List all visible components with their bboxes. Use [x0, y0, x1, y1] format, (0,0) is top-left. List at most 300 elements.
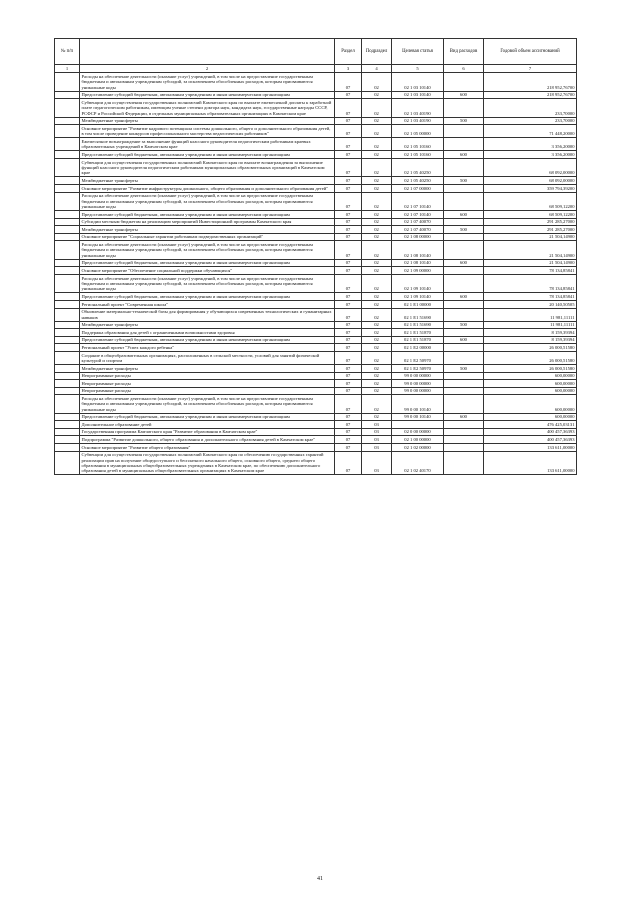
row-name-cell: Расходы на обеспечение деятельности (оказание услуг) учреждений, в том числе на предоставление государственным бюджетным и автономным учреждениям субсидий, за исключением обособленных расходов, которым присваиваются уникальные коды — [80, 274, 335, 292]
row-razdel-cell: 07 — [335, 192, 362, 210]
row-target-cell: 02 1 E1 51690 — [392, 321, 444, 329]
row-number-cell — [55, 241, 80, 259]
table-row — [55, 372, 577, 380]
row-podrazdel-cell: 02 — [362, 73, 392, 91]
table-row — [55, 444, 577, 452]
table-row — [55, 364, 577, 372]
row-podrazdel-cell: 02 — [362, 344, 392, 352]
row-volume-cell: 68 509,12200 — [484, 192, 577, 210]
row-expense-cell — [444, 428, 484, 436]
header-volume: Годовой объем ассигнований — [484, 39, 577, 65]
row-name-cell: Расходы на обеспечение деятельности (оказание услуг) учреждений, в том числе на предоставление государственным бюджетным и автономным учреждениям субсидий, за исключением обособленных расходов, которым присваиваются уникальные коды — [80, 192, 335, 210]
table-row — [55, 267, 577, 275]
row-volume-cell: 476 425,03131 — [484, 421, 577, 429]
row-name-cell: Предоставление субсидий бюджетным, автономным учреждениям и иным некоммерческим организациям — [80, 293, 335, 301]
row-razdel-cell: 07 — [335, 177, 362, 185]
row-razdel-cell: 07 — [335, 151, 362, 159]
row-number-cell — [55, 151, 80, 159]
row-volume-cell: 133 611,00000 — [484, 451, 577, 475]
row-expense-cell: 600 — [444, 293, 484, 301]
table-row — [55, 428, 577, 436]
row-number-cell — [55, 344, 80, 352]
row-name-cell: Дополнительное образование детей — [80, 421, 335, 429]
header-number: № п/п — [55, 39, 80, 65]
row-volume-cell: 68 092,00000 — [484, 158, 577, 176]
row-podrazdel-cell: 02 — [362, 226, 392, 234]
row-podrazdel-cell: 02 — [362, 351, 392, 364]
row-number-cell — [55, 387, 80, 395]
row-name-cell: Создание в общеобразовательных организациях, расположенных в сельской местности, условий для занятий физической культурой и спортом — [80, 351, 335, 364]
row-expense-cell — [444, 421, 484, 429]
row-target-cell: 02 1 02 40170 — [392, 451, 444, 475]
row-target-cell: 02 1 09 10140 — [392, 274, 444, 292]
table-row — [55, 451, 577, 475]
row-razdel-cell: 07 — [335, 300, 362, 308]
row-number-cell — [55, 218, 80, 226]
row-razdel-cell: 07 — [335, 308, 362, 321]
row-name-cell: Основное мероприятие "Развитие инфраструктуры дошкольного, общего образования и дополнительного образования детей" — [80, 184, 335, 192]
row-name-cell: Межбюджетные трансферты — [80, 226, 335, 234]
row-razdel-cell: 07 — [335, 444, 362, 452]
row-podrazdel-cell: 02 — [362, 372, 392, 380]
row-expense-cell: 600 — [444, 210, 484, 218]
row-volume-cell: 600,00000 — [484, 413, 577, 421]
table-row — [55, 184, 577, 192]
row-expense-cell — [444, 308, 484, 321]
row-target-cell: 02 1 03 40190 — [392, 117, 444, 125]
row-number-cell — [55, 267, 80, 275]
col-num-2: 2 — [80, 65, 335, 73]
row-podrazdel-cell: 03 — [362, 451, 392, 475]
row-number-cell — [55, 413, 80, 421]
row-volume-cell: 71 448,20000 — [484, 125, 577, 138]
row-volume-cell: 291 285,27000 — [484, 226, 577, 234]
row-expense-cell — [444, 451, 484, 475]
row-name-cell: Субвенции для осуществления государственных полномочий Камчатского края по обеспечению государственных гарантий реализации прав на получение общедоступного и бесплатного начального общего, основного общего, среднего общего образования в муниципальных общеобразовательных учреждениях в Камчатском крае, по обеспечению дополнительного образования детей в муниципальных общеобразовательных организациях в Камчатском крае — [80, 451, 335, 475]
row-volume-cell: 78 134,85841 — [484, 274, 577, 292]
row-razdel-cell: 07 — [335, 274, 362, 292]
row-volume-cell: 68 509,12200 — [484, 210, 577, 218]
table-row — [55, 413, 577, 421]
row-name-cell: Региональный проект "Успех каждого ребенка" — [80, 344, 335, 352]
row-volume-cell: 600,00000 — [484, 380, 577, 388]
row-name-cell: Предоставление субсидий бюджетным, автономным учреждениям и иным некоммерческим организациям — [80, 210, 335, 218]
table-row — [55, 336, 577, 344]
row-target-cell: 02 1 09 00000 — [392, 267, 444, 275]
row-number-cell — [55, 336, 80, 344]
row-number-cell — [55, 395, 80, 413]
row-volume-cell: 133 611,00000 — [484, 444, 577, 452]
row-volume-cell: 3 356,20000 — [484, 151, 577, 159]
row-podrazdel-cell: 02 — [362, 329, 392, 337]
row-podrazdel-cell: 02 — [362, 99, 392, 117]
row-podrazdel-cell: 02 — [362, 151, 392, 159]
row-podrazdel-cell: 02 — [362, 308, 392, 321]
row-target-cell: 02 1 07 00000 — [392, 184, 444, 192]
table-row — [55, 436, 577, 444]
row-expense-cell: 500 — [444, 117, 484, 125]
row-podrazdel-cell: 02 — [362, 364, 392, 372]
page-number: 41 — [317, 876, 323, 882]
row-number-cell — [55, 372, 80, 380]
row-name-cell: Предоставление субсидий бюджетным, автономным учреждениям и иным некоммерческим организациям — [80, 259, 335, 267]
row-name-cell: Межбюджетные трансферты — [80, 321, 335, 329]
table-row — [55, 192, 577, 210]
row-podrazdel-cell: 03 — [362, 421, 392, 429]
row-target-cell: 02 1 E2 00000 — [392, 344, 444, 352]
row-name-cell: Государственная программа Камчатского края "Развитие образования в Камчатском крае" — [80, 428, 335, 436]
row-number-cell — [55, 73, 80, 91]
row-volume-cell: 8 159,39394 — [484, 329, 577, 337]
row-volume-cell: 400 457,36393 — [484, 428, 577, 436]
row-volume-cell: 600,00000 — [484, 372, 577, 380]
row-volume-cell: 78 134,85841 — [484, 293, 577, 301]
row-number-cell — [55, 274, 80, 292]
row-volume-cell: 400 457,36393 — [484, 436, 577, 444]
row-volume-cell: 21 504,14900 — [484, 241, 577, 259]
row-target-cell: 02 1 07 10140 — [392, 192, 444, 210]
row-number-cell — [55, 99, 80, 117]
row-expense-cell — [444, 233, 484, 241]
row-name-cell: Субвенции для осуществления государственных полномочий Камчатского края по выплате вознаграждения за выполнение функций классного руководителя педагогическим работникам муниципальных образовательных организаций в Камчатском крае — [80, 158, 335, 176]
row-number-cell — [55, 117, 80, 125]
table-row — [55, 210, 577, 218]
row-number-cell — [55, 421, 80, 429]
row-number-cell — [55, 125, 80, 138]
row-expense-cell — [444, 300, 484, 308]
row-razdel-cell: 07 — [335, 380, 362, 388]
header-row — [55, 39, 577, 65]
row-razdel-cell: 07 — [335, 387, 362, 395]
table-row — [55, 274, 577, 292]
row-number-cell — [55, 300, 80, 308]
table-row — [55, 177, 577, 185]
table-row — [55, 300, 577, 308]
row-volume-cell: 11 981,11111 — [484, 308, 577, 321]
row-razdel-cell: 07 — [335, 73, 362, 91]
row-name-cell: Субсидии местным бюджетам на реализацию мероприятий Инвестиционной программы Камчатского края — [80, 218, 335, 226]
row-target-cell: 02 1 08 00000 — [392, 233, 444, 241]
row-expense-cell — [444, 436, 484, 444]
row-podrazdel-cell: 02 — [362, 259, 392, 267]
row-name-cell: Поддержка образования для детей с ограниченными возможностями здоровья — [80, 329, 335, 337]
row-podrazdel-cell: 02 — [362, 158, 392, 176]
row-expense-cell — [444, 372, 484, 380]
row-podrazdel-cell: 02 — [362, 241, 392, 259]
table-row — [55, 158, 577, 176]
row-podrazdel-cell: 02 — [362, 138, 392, 151]
row-name-cell: Ежемесячное вознаграждение за выполнение функций классного руководителя педагогическим работникам краевых образовательных учреждений в Камчатском крае — [80, 138, 335, 151]
row-expense-cell — [444, 138, 484, 151]
row-volume-cell: 11 981,11111 — [484, 321, 577, 329]
table-row — [55, 421, 577, 429]
col-num-5: 5 — [392, 65, 444, 73]
col-num-7: 7 — [484, 65, 577, 73]
row-expense-cell: 600 — [444, 259, 484, 267]
row-podrazdel-cell: 02 — [362, 117, 392, 125]
row-expense-cell — [444, 125, 484, 138]
header-razdel: Раздел — [335, 39, 362, 65]
row-number-cell — [55, 192, 80, 210]
table-row — [55, 151, 577, 159]
row-name-cell: Региональный проект "Современная школа" — [80, 300, 335, 308]
row-name-cell: Субвенции для осуществления государственных полномочий Камчатского края по выплате ежемесячной доплаты к заработной плате педагогическим работникам, имеющим ученые степени доктора наук, кандидата наук, государственные награды СССР, РСФСР и Российской Федерации, в отдельных муниципальных образовательных организациях в Камчатском крае — [80, 99, 335, 117]
row-number-cell — [55, 436, 80, 444]
row-number-cell — [55, 451, 80, 475]
row-expense-cell: 500 — [444, 177, 484, 185]
row-podrazdel-cell: 02 — [362, 293, 392, 301]
table-row — [55, 344, 577, 352]
table-row — [55, 329, 577, 337]
row-target-cell: 02 1 E1 51870 — [392, 336, 444, 344]
row-expense-cell — [444, 158, 484, 176]
row-target-cell: 02 1 03 10140 — [392, 91, 444, 99]
col-num-6: 6 — [444, 65, 484, 73]
row-target-cell: 02 1 E2 50970 — [392, 364, 444, 372]
table-row — [55, 293, 577, 301]
row-expense-cell — [444, 267, 484, 275]
row-razdel-cell: 07 — [335, 184, 362, 192]
table-row — [55, 218, 577, 226]
row-target-cell: 99 0 00 00000 — [392, 372, 444, 380]
row-razdel-cell: 07 — [335, 364, 362, 372]
row-name-cell: Непрограммные расходы — [80, 380, 335, 388]
row-podrazdel-cell: 02 — [362, 218, 392, 226]
row-target-cell: 02 1 07 40070 — [392, 226, 444, 234]
row-target-cell: 02 1 E2 50970 — [392, 351, 444, 364]
row-podrazdel-cell: 02 — [362, 395, 392, 413]
row-target-cell: 02 1 00 00000 — [392, 436, 444, 444]
row-podrazdel-cell: 02 — [362, 210, 392, 218]
col-num-4: 4 — [362, 65, 392, 73]
row-number-cell — [55, 210, 80, 218]
row-target-cell: 02 1 07 40070 — [392, 218, 444, 226]
row-podrazdel-cell: 02 — [362, 125, 392, 138]
row-number-cell — [55, 428, 80, 436]
row-razdel-cell: 07 — [335, 395, 362, 413]
row-podrazdel-cell: 03 — [362, 428, 392, 436]
table-row — [55, 73, 577, 91]
table-row — [55, 321, 577, 329]
row-target-cell — [392, 421, 444, 429]
row-podrazdel-cell: 02 — [362, 300, 392, 308]
row-name-cell: Непрограммные расходы — [80, 387, 335, 395]
row-razdel-cell: 07 — [335, 428, 362, 436]
row-target-cell: 02 0 00 00000 — [392, 428, 444, 436]
row-expense-cell: 600 — [444, 336, 484, 344]
row-number-cell — [55, 259, 80, 267]
row-volume-cell: 68 092,00000 — [484, 177, 577, 185]
row-volume-cell: 359 794,39200 — [484, 184, 577, 192]
row-expense-cell: 600 — [444, 413, 484, 421]
table-row — [55, 380, 577, 388]
row-number-cell — [55, 226, 80, 234]
row-volume-cell: 26 000,51580 — [484, 364, 577, 372]
row-podrazdel-cell: 02 — [362, 91, 392, 99]
row-number-cell — [55, 293, 80, 301]
row-target-cell: 02 1 03 40190 — [392, 99, 444, 117]
row-podrazdel-cell: 02 — [362, 336, 392, 344]
row-number-cell — [55, 233, 80, 241]
col-num-1: 1 — [55, 65, 80, 73]
row-razdel-cell: 07 — [335, 125, 362, 138]
row-podrazdel-cell: 02 — [362, 233, 392, 241]
row-volume-cell: 600,00000 — [484, 395, 577, 413]
row-expense-cell — [444, 73, 484, 91]
table-row — [55, 308, 577, 321]
row-name-cell: Непрограммные расходы — [80, 372, 335, 380]
row-expense-cell: 500 — [444, 364, 484, 372]
row-razdel-cell: 07 — [335, 421, 362, 429]
row-number-cell — [55, 364, 80, 372]
row-podrazdel-cell: 02 — [362, 380, 392, 388]
row-volume-cell: 20 140,50505 — [484, 300, 577, 308]
header-name — [80, 39, 335, 65]
table-row — [55, 117, 577, 125]
row-number-cell — [55, 308, 80, 321]
row-target-cell: 02 1 08 10140 — [392, 259, 444, 267]
row-number-cell — [55, 138, 80, 151]
row-volume-cell: 21 504,14900 — [484, 233, 577, 241]
row-target-cell: 99 0 00 00000 — [392, 380, 444, 388]
row-name-cell: Межбюджетные трансферты — [80, 364, 335, 372]
table-row — [55, 387, 577, 395]
row-number-cell — [55, 158, 80, 176]
row-volume-cell: 233,70000 — [484, 117, 577, 125]
table-row — [55, 395, 577, 413]
row-name-cell: Основное мероприятие "Развитие кадрового потенциала системы дошкольного, общего и дополнительного образования детей, в том числе проведение конкурсов профессионального мастерства педагогических работников" — [80, 125, 335, 138]
row-razdel-cell: 07 — [335, 233, 362, 241]
row-razdel-cell: 07 — [335, 344, 362, 352]
row-target-cell: 99 0 00 00000 — [392, 387, 444, 395]
row-expense-cell: 500 — [444, 321, 484, 329]
row-expense-cell — [444, 241, 484, 259]
row-expense-cell — [444, 192, 484, 210]
table-row — [55, 259, 577, 267]
row-volume-cell: 3 356,20000 — [484, 138, 577, 151]
row-name-cell: Основное мероприятие "Обеспечение социальной поддержки обучающихся" — [80, 267, 335, 275]
row-number-cell — [55, 321, 80, 329]
row-expense-cell — [444, 218, 484, 226]
row-volume-cell: 600,00000 — [484, 387, 577, 395]
row-razdel-cell: 07 — [335, 226, 362, 234]
row-podrazdel-cell: 03 — [362, 444, 392, 452]
table-row — [55, 226, 577, 234]
row-expense-cell — [444, 99, 484, 117]
row-target-cell: 02 1 05 40250 — [392, 177, 444, 185]
row-number-cell — [55, 177, 80, 185]
col-num-3: 3 — [335, 65, 362, 73]
row-razdel-cell: 07 — [335, 158, 362, 176]
row-expense-cell — [444, 274, 484, 292]
row-name-cell: Обновление материально-технической базы для формирования у обучающихся современных технологических и гуманитарных навыков — [80, 308, 335, 321]
row-razdel-cell: 07 — [335, 138, 362, 151]
row-razdel-cell: 07 — [335, 372, 362, 380]
row-expense-cell: 600 — [444, 151, 484, 159]
row-podrazdel-cell: 02 — [362, 192, 392, 210]
row-name-cell: Расходы на обеспечение деятельности (оказание услуг) учреждений, в том числе на предоставление государственным бюджетным и автономным учреждениям субсидий, за исключением обособленных расходов, которым присваиваются уникальные коды — [80, 241, 335, 259]
row-target-cell: 02 1 09 10140 — [392, 293, 444, 301]
header-expense: Вид расходов — [444, 39, 484, 65]
column-number-row — [55, 65, 577, 73]
row-name-cell: Предоставление субсидий бюджетным, автономным учреждениям и иным некоммерческим организациям — [80, 91, 335, 99]
row-podrazdel-cell: 03 — [362, 436, 392, 444]
row-target-cell: 02 1 05 40250 — [392, 158, 444, 176]
row-name-cell: Подпрограмма "Развитие дошкольного, общего образования и дополнительного образования детей в Камчатском крае" — [80, 436, 335, 444]
table-row — [55, 91, 577, 99]
table-row — [55, 233, 577, 241]
row-expense-cell — [444, 395, 484, 413]
row-name-cell: Предоставление субсидий бюджетным, автономным учреждениям и иным некоммерческим организациям — [80, 336, 335, 344]
row-podrazdel-cell: 02 — [362, 274, 392, 292]
row-target-cell: 02 1 05 10160 — [392, 151, 444, 159]
row-razdel-cell: 07 — [335, 99, 362, 117]
row-podrazdel-cell: 02 — [362, 387, 392, 395]
row-volume-cell: 218 952,76700 — [484, 73, 577, 91]
table-body — [55, 73, 577, 475]
row-volume-cell: 21 504,14900 — [484, 259, 577, 267]
row-name-cell: Основное мероприятие "Социальные гарантии работникам подведомственных организаций" — [80, 233, 335, 241]
table-row — [55, 99, 577, 117]
row-name-cell: Предоставление субсидий бюджетным, автономным учреждениям и иным некоммерческим организациям — [80, 413, 335, 421]
row-target-cell: 99 0 00 10140 — [392, 395, 444, 413]
row-target-cell: 02 1 07 10140 — [392, 210, 444, 218]
row-volume-cell: 218 952,76700 — [484, 91, 577, 99]
row-volume-cell: 26 000,51580 — [484, 351, 577, 364]
row-target-cell: 02 1 E1 51690 — [392, 308, 444, 321]
row-podrazdel-cell: 02 — [362, 413, 392, 421]
row-name-cell: Основное мероприятие "Развитие общего образования" — [80, 444, 335, 452]
row-target-cell: 02 1 02 00000 — [392, 444, 444, 452]
row-volume-cell: 78 134,85841 — [484, 267, 577, 275]
table-row — [55, 351, 577, 364]
row-razdel-cell: 07 — [335, 436, 362, 444]
row-number-cell — [55, 184, 80, 192]
row-number-cell — [55, 351, 80, 364]
row-volume-cell: 26 000,51580 — [484, 344, 577, 352]
row-podrazdel-cell: 02 — [362, 321, 392, 329]
row-razdel-cell: 07 — [335, 117, 362, 125]
row-expense-cell — [444, 184, 484, 192]
row-target-cell: 02 1 E1 00000 — [392, 300, 444, 308]
row-number-cell — [55, 91, 80, 99]
row-expense-cell — [444, 380, 484, 388]
row-expense-cell — [444, 444, 484, 452]
row-razdel-cell: 07 — [335, 293, 362, 301]
row-expense-cell: 500 — [444, 226, 484, 234]
row-volume-cell: 291 285,27000 — [484, 218, 577, 226]
row-expense-cell — [444, 329, 484, 337]
row-razdel-cell: 07 — [335, 241, 362, 259]
row-name-cell: Предоставление субсидий бюджетным, автономным учреждениям и иным некоммерческим организациям — [80, 151, 335, 159]
row-name-cell: Расходы на обеспечение деятельности (оказание услуг) учреждений, в том числе на предоставление государственным бюджетным и автономным учреждениям субсидий, за исключением обособленных расходов, которым присваиваются уникальные коды — [80, 73, 335, 91]
header-target: Целевая статья — [392, 39, 444, 65]
row-razdel-cell: 07 — [335, 336, 362, 344]
table-row — [55, 241, 577, 259]
row-expense-cell: 600 — [444, 91, 484, 99]
header-podrazdel: Подраздел — [362, 39, 392, 65]
row-target-cell: 99 0 00 10140 — [392, 413, 444, 421]
row-expense-cell — [444, 387, 484, 395]
row-number-cell — [55, 444, 80, 452]
row-number-cell — [55, 380, 80, 388]
row-podrazdel-cell: 02 — [362, 184, 392, 192]
row-razdel-cell: 07 — [335, 451, 362, 475]
row-volume-cell: 8 159,39394 — [484, 336, 577, 344]
row-razdel-cell: 07 — [335, 91, 362, 99]
row-target-cell: 02 1 05 00000 — [392, 125, 444, 138]
row-volume-cell: 233,70000 — [484, 99, 577, 117]
